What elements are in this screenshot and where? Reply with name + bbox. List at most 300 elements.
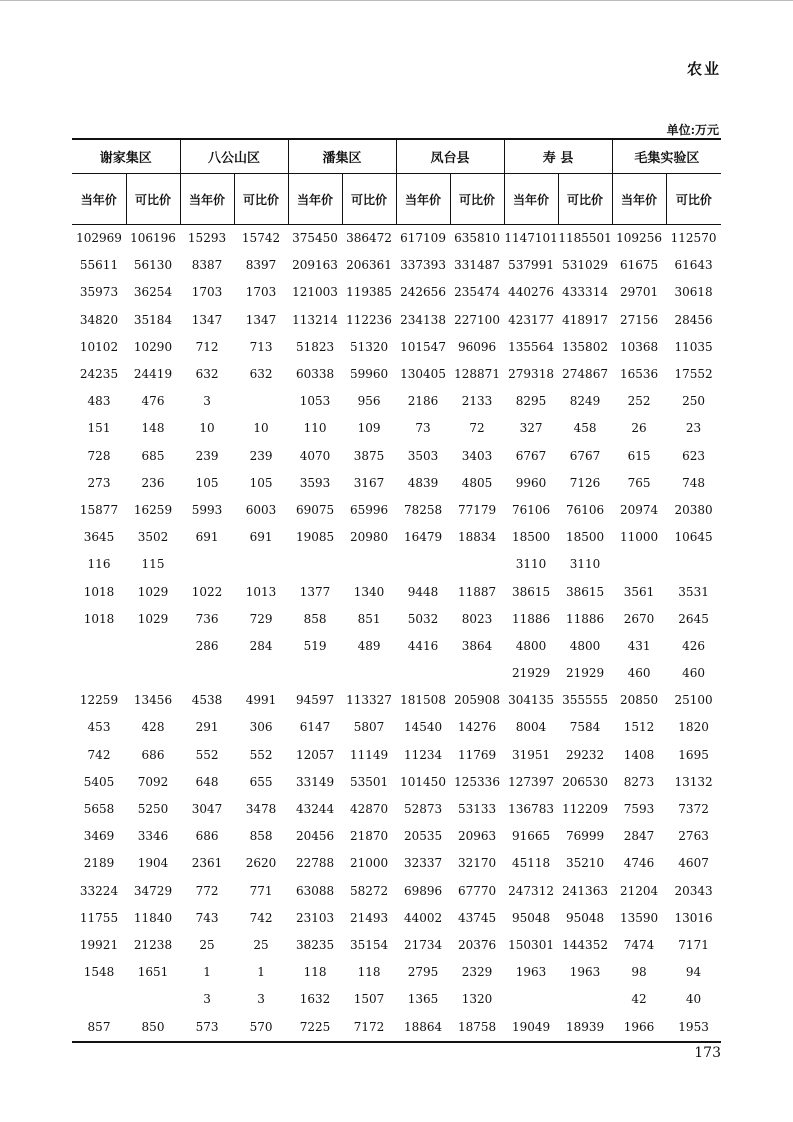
table-cell: 242656 bbox=[400, 285, 446, 300]
table-cell: 11887 bbox=[457, 584, 497, 599]
table-cell: 3047 bbox=[191, 802, 223, 817]
table-cell: 35973 bbox=[79, 285, 119, 300]
table-row bbox=[72, 986, 721, 1013]
table-cell: 55611 bbox=[79, 258, 119, 273]
table-cell: 4991 bbox=[245, 693, 277, 708]
table-cell: 615 bbox=[627, 448, 651, 463]
table-row bbox=[72, 470, 721, 497]
table-cell: 5405 bbox=[83, 774, 115, 789]
region-header: 谢家集区 bbox=[72, 139, 180, 174]
table-cell: 121003 bbox=[292, 285, 338, 300]
region-header: 毛集实验区 bbox=[612, 139, 721, 174]
table-cell: 851 bbox=[357, 611, 381, 626]
table-cell: 250 bbox=[682, 394, 706, 409]
table-cell: 476 bbox=[141, 394, 165, 409]
table-cell: 150301 bbox=[508, 937, 554, 952]
table-cell: 130405 bbox=[400, 367, 446, 382]
section-title: 农业 bbox=[686, 60, 721, 78]
table-cell: 67770 bbox=[457, 883, 497, 898]
table-cell: 489 bbox=[357, 638, 381, 653]
table-cell: 58272 bbox=[349, 883, 389, 898]
table-cell: 113327 bbox=[346, 693, 392, 708]
table-cell: 3167 bbox=[353, 475, 385, 490]
table-cell: 109256 bbox=[616, 231, 662, 246]
table-cell: 6147 bbox=[299, 720, 331, 735]
table-cell: 1320 bbox=[461, 992, 493, 1007]
table-cell bbox=[126, 986, 180, 1013]
table-cell: 531029 bbox=[562, 258, 608, 273]
table-cell: 26 bbox=[631, 421, 647, 436]
table-cell: 16479 bbox=[403, 530, 443, 545]
table-cell: 23103 bbox=[295, 910, 335, 925]
table-row bbox=[72, 742, 721, 769]
table-cell: 10645 bbox=[674, 530, 713, 545]
table-cell: 19085 bbox=[295, 530, 335, 545]
current-price-header: 当年价 bbox=[72, 174, 126, 225]
table-cell: 181508 bbox=[400, 693, 446, 708]
table-cell: 252 bbox=[627, 394, 651, 409]
table-cell: 3478 bbox=[245, 802, 277, 817]
table-cell: 11035 bbox=[674, 339, 713, 354]
table-cell: 1029 bbox=[137, 611, 169, 626]
table-cell bbox=[342, 551, 396, 578]
table-cell: 7172 bbox=[342, 1013, 396, 1041]
table-cell: 94597 bbox=[295, 693, 335, 708]
table-cell: 4538 bbox=[191, 693, 223, 708]
table-cell: 135564 bbox=[508, 339, 554, 354]
table-cell: 29232 bbox=[565, 747, 605, 762]
table-cell: 9960 bbox=[515, 475, 547, 490]
table-cell: 1632 bbox=[299, 992, 331, 1007]
table-cell: 729 bbox=[249, 611, 273, 626]
table-cell: 3561 bbox=[623, 584, 655, 599]
table-row bbox=[72, 334, 721, 361]
table-cell: 20343 bbox=[674, 883, 713, 898]
table-cell: 21000 bbox=[349, 856, 389, 871]
table-row bbox=[72, 878, 721, 905]
table-cell: 1408 bbox=[623, 747, 655, 762]
table-cell: 1703 bbox=[245, 285, 277, 300]
table-cell: 2620 bbox=[245, 856, 277, 871]
table-cell: 28456 bbox=[674, 312, 713, 327]
table-cell: 206361 bbox=[346, 258, 392, 273]
table-cell: 76106 bbox=[565, 502, 605, 517]
table-cell: 112209 bbox=[562, 802, 608, 817]
table-cell: 8273 bbox=[623, 774, 655, 789]
table-cell: 3875 bbox=[353, 448, 385, 463]
table-cell: 20456 bbox=[295, 829, 335, 844]
table-cell: 112236 bbox=[346, 312, 392, 327]
table-cell: 1022 bbox=[191, 584, 223, 599]
table-cell bbox=[234, 388, 288, 415]
table-cell: 10368 bbox=[619, 339, 659, 354]
table-cell: 5993 bbox=[191, 502, 223, 517]
table-row bbox=[72, 687, 721, 714]
table-row bbox=[72, 633, 721, 660]
table-cell: 18834 bbox=[457, 530, 497, 545]
table-cell: 7593 bbox=[623, 802, 655, 817]
table-cell bbox=[234, 551, 288, 578]
current-price-header: 当年价 bbox=[396, 174, 450, 225]
table-cell: 27156 bbox=[619, 312, 659, 327]
table-header bbox=[72, 139, 721, 225]
table-row bbox=[72, 769, 721, 796]
table-cell: 91665 bbox=[511, 829, 551, 844]
table-cell: 2795 bbox=[407, 965, 439, 980]
table-row bbox=[72, 606, 721, 633]
table-cell bbox=[396, 660, 450, 687]
table-cell: 8249 bbox=[569, 394, 601, 409]
region-header: 八公山区 bbox=[180, 139, 288, 174]
table-cell: 34820 bbox=[79, 312, 119, 327]
table-cell: 7474 bbox=[623, 937, 655, 952]
table-cell: 10 bbox=[199, 421, 215, 436]
table-body bbox=[72, 225, 721, 1042]
table-row bbox=[72, 796, 721, 823]
comparable-price-header: 可比价 bbox=[126, 174, 180, 225]
table-cell: 118 bbox=[303, 965, 327, 980]
table-cell: 685 bbox=[141, 448, 165, 463]
table-cell: 1185501 bbox=[558, 231, 612, 246]
table-cell: 742 bbox=[87, 747, 111, 762]
table-cell: 13456 bbox=[133, 693, 173, 708]
table-cell: 59960 bbox=[349, 367, 389, 382]
table-cell: 63088 bbox=[295, 883, 335, 898]
table-cell: 4800 bbox=[515, 638, 547, 653]
table-cell bbox=[126, 633, 180, 660]
table-cell: 2189 bbox=[83, 856, 115, 871]
table-cell: 6767 bbox=[515, 448, 547, 463]
table-cell: 858 bbox=[249, 829, 273, 844]
table-cell: 136783 bbox=[508, 802, 554, 817]
table-cell: 284 bbox=[249, 638, 273, 653]
table-cell: 35210 bbox=[565, 856, 605, 871]
comparable-price-header: 可比价 bbox=[558, 174, 612, 225]
table-cell: 573 bbox=[180, 1013, 234, 1041]
table-cell: 433314 bbox=[562, 285, 608, 300]
table-cell: 713 bbox=[249, 339, 273, 354]
table-cell: 2645 bbox=[678, 611, 709, 626]
table-cell: 18939 bbox=[558, 1013, 612, 1041]
table-row bbox=[72, 279, 721, 306]
table-cell: 291 bbox=[195, 720, 219, 735]
table-cell: 116 bbox=[87, 557, 111, 572]
table-cell: 51320 bbox=[349, 339, 389, 354]
table-cell: 1365 bbox=[407, 992, 439, 1007]
table-cell: 3503 bbox=[407, 448, 439, 463]
table-cell: 11886 bbox=[511, 611, 551, 626]
table-cell: 25 bbox=[253, 937, 269, 952]
table-cell: 274867 bbox=[562, 367, 608, 382]
table-cell: 38615 bbox=[565, 584, 605, 599]
table-cell: 1966 bbox=[612, 1013, 666, 1041]
table-cell: 4800 bbox=[569, 638, 601, 653]
table-cell: 234138 bbox=[400, 312, 446, 327]
table-cell: 12057 bbox=[295, 747, 335, 762]
table-cell: 113214 bbox=[292, 312, 338, 327]
table-cell: 69075 bbox=[295, 502, 335, 517]
table-cell: 6003 bbox=[245, 502, 277, 517]
table-cell: 956 bbox=[357, 394, 381, 409]
table-cell: 53501 bbox=[349, 774, 389, 789]
table-cell: 7584 bbox=[569, 720, 601, 735]
comparable-price-header: 可比价 bbox=[666, 174, 721, 225]
table-row bbox=[72, 578, 721, 605]
table-cell: 460 bbox=[627, 666, 651, 681]
table-cell: 25100 bbox=[674, 693, 713, 708]
table-cell: 742 bbox=[249, 910, 273, 925]
table-cell: 1340 bbox=[353, 584, 385, 599]
table-cell: 858 bbox=[303, 611, 327, 626]
table-cell: 3864 bbox=[461, 638, 493, 653]
table-cell: 1053 bbox=[299, 394, 331, 409]
table-cell: 623 bbox=[682, 448, 706, 463]
table-cell: 118 bbox=[357, 965, 381, 980]
comparable-price-header: 可比价 bbox=[234, 174, 288, 225]
table-cell bbox=[288, 551, 342, 578]
table-cell: 18758 bbox=[450, 1013, 504, 1041]
table-cell: 53133 bbox=[457, 802, 497, 817]
table-cell bbox=[234, 660, 288, 687]
table-cell: 2361 bbox=[191, 856, 223, 871]
table-cell: 1904 bbox=[137, 856, 169, 871]
table-cell: 127397 bbox=[508, 774, 554, 789]
table-cell: 1820 bbox=[678, 720, 709, 735]
table-cell: 632 bbox=[195, 367, 219, 382]
table-cell: 21204 bbox=[619, 883, 659, 898]
table-cell: 21238 bbox=[133, 937, 173, 952]
table-cell: 4070 bbox=[299, 448, 331, 463]
table-cell: 7225 bbox=[288, 1013, 342, 1041]
table-cell: 15293 bbox=[187, 231, 227, 246]
table-cell: 483 bbox=[87, 394, 111, 409]
table-cell: 19921 bbox=[79, 937, 119, 952]
unit-label: 单位:万元 bbox=[666, 123, 719, 137]
table-cell: 109 bbox=[357, 421, 381, 436]
table-cell: 20974 bbox=[619, 502, 659, 517]
table-row bbox=[72, 361, 721, 388]
table-cell bbox=[288, 660, 342, 687]
table-cell: 552 bbox=[195, 747, 219, 762]
table-cell: 105 bbox=[249, 475, 273, 490]
table-cell: 95048 bbox=[565, 910, 605, 925]
table-cell: 1 bbox=[203, 965, 211, 980]
table-cell: 11840 bbox=[133, 910, 173, 925]
table-cell: 1512 bbox=[623, 720, 655, 735]
table-cell: 2670 bbox=[623, 611, 655, 626]
table-cell: 3593 bbox=[299, 475, 331, 490]
table-cell: 34729 bbox=[133, 883, 173, 898]
table-row bbox=[72, 850, 721, 877]
table-cell: 20963 bbox=[457, 829, 497, 844]
table-cell: 736 bbox=[195, 611, 219, 626]
table-cell: 115 bbox=[141, 557, 165, 572]
table-cell: 60338 bbox=[295, 367, 335, 382]
table-cell: 519 bbox=[303, 638, 327, 653]
table-cell: 10290 bbox=[133, 339, 173, 354]
table-row bbox=[72, 932, 721, 959]
table-cell: 1347 bbox=[245, 312, 277, 327]
table-cell: 14276 bbox=[457, 720, 497, 735]
table-cell: 772 bbox=[195, 883, 219, 898]
table-cell: 3 bbox=[257, 992, 265, 1007]
table-row bbox=[72, 497, 721, 524]
table-cell: 38235 bbox=[295, 937, 335, 952]
table-cell: 279318 bbox=[508, 367, 554, 382]
table-cell: 1018 bbox=[83, 611, 115, 626]
current-price-header: 当年价 bbox=[612, 174, 666, 225]
table-cell: 3 bbox=[203, 992, 211, 1007]
table-cell: 43745 bbox=[457, 910, 497, 925]
table-cell: 101547 bbox=[400, 339, 446, 354]
table-cell: 1 bbox=[257, 965, 265, 980]
table-cell: 18500 bbox=[511, 530, 551, 545]
table-cell: 32170 bbox=[457, 856, 497, 871]
table-cell: 20380 bbox=[674, 502, 713, 517]
table-cell: 12259 bbox=[79, 693, 119, 708]
table-cell: 1147101 bbox=[504, 231, 558, 246]
table-cell: 4607 bbox=[678, 856, 709, 871]
table-row bbox=[72, 823, 721, 850]
table-cell: 95048 bbox=[511, 910, 551, 925]
table-cell: 239 bbox=[195, 448, 219, 463]
table-cell: 3346 bbox=[137, 829, 169, 844]
table-cell: 65996 bbox=[349, 502, 389, 517]
table-cell: 655 bbox=[249, 774, 273, 789]
table-cell bbox=[450, 551, 504, 578]
table-cell: 11769 bbox=[457, 747, 497, 762]
region-header: 寿 县 bbox=[504, 139, 612, 174]
table-cell: 5807 bbox=[353, 720, 385, 735]
table-cell: 431 bbox=[627, 638, 651, 653]
table-cell: 76999 bbox=[565, 829, 605, 844]
table-cell: 21734 bbox=[403, 937, 443, 952]
table-cell: 1507 bbox=[353, 992, 385, 1007]
table-cell: 765 bbox=[627, 475, 651, 490]
table-cell: 8023 bbox=[461, 611, 493, 626]
table-cell: 9448 bbox=[407, 584, 439, 599]
table-cell bbox=[612, 551, 666, 578]
table-cell: 135802 bbox=[562, 339, 608, 354]
table-cell bbox=[72, 986, 126, 1013]
table-row bbox=[72, 905, 721, 932]
table-cell: 15742 bbox=[241, 231, 281, 246]
agriculture-value-table bbox=[72, 138, 721, 1043]
table-cell: 40 bbox=[685, 992, 702, 1007]
table-cell: 8387 bbox=[191, 258, 223, 273]
table-cell: 1953 bbox=[666, 1013, 721, 1041]
table-cell: 76106 bbox=[511, 502, 551, 517]
table-row bbox=[72, 388, 721, 415]
table-cell: 552 bbox=[249, 747, 273, 762]
table-row bbox=[72, 1013, 721, 1041]
table-cell: 241363 bbox=[562, 883, 608, 898]
table-cell: 2186 bbox=[407, 394, 439, 409]
table-cell: 10102 bbox=[79, 339, 119, 354]
table-cell: 306 bbox=[249, 720, 273, 735]
table-cell: 5658 bbox=[83, 802, 115, 817]
table-cell bbox=[126, 660, 180, 687]
table-cell bbox=[666, 551, 721, 578]
table-cell: 648 bbox=[195, 774, 219, 789]
table-cell: 7092 bbox=[137, 774, 169, 789]
table-cell: 418917 bbox=[562, 312, 608, 327]
table-cell: 128871 bbox=[454, 367, 500, 382]
region-header-row bbox=[72, 139, 721, 174]
table-cell: 13132 bbox=[674, 774, 713, 789]
table-cell: 273 bbox=[87, 475, 111, 490]
table-cell: 78258 bbox=[403, 502, 443, 517]
comparable-price-header: 可比价 bbox=[450, 174, 504, 225]
table-cell bbox=[558, 986, 612, 1013]
table-cell: 11234 bbox=[403, 747, 443, 762]
table-row bbox=[72, 415, 721, 442]
table-cell: 61643 bbox=[674, 258, 713, 273]
table-cell: 43244 bbox=[295, 802, 335, 817]
table-cell: 386472 bbox=[346, 231, 392, 246]
current-price-header: 当年价 bbox=[180, 174, 234, 225]
table-cell: 44002 bbox=[403, 910, 443, 925]
table-cell: 20980 bbox=[349, 530, 389, 545]
table-cell: 2847 bbox=[623, 829, 655, 844]
table-cell: 857 bbox=[72, 1013, 126, 1041]
comparable-price-header: 可比价 bbox=[342, 174, 396, 225]
table-cell: 686 bbox=[141, 747, 165, 762]
table-cell: 1963 bbox=[569, 965, 601, 980]
table-cell: 98 bbox=[631, 965, 647, 980]
table-cell: 24235 bbox=[79, 367, 119, 382]
table-cell: 8004 bbox=[515, 720, 547, 735]
table-cell: 2329 bbox=[461, 965, 493, 980]
table-cell: 3110 bbox=[515, 557, 547, 572]
current-price-header: 当年价 bbox=[504, 174, 558, 225]
table-cell: 10 bbox=[253, 421, 269, 436]
table-cell: 73 bbox=[415, 421, 431, 436]
table-cell: 32337 bbox=[403, 856, 443, 871]
table-row bbox=[72, 551, 721, 578]
table-cell: 36254 bbox=[133, 285, 173, 300]
page-top-rule bbox=[0, 0, 793, 1]
current-price-header: 当年价 bbox=[288, 174, 342, 225]
table-cell: 51823 bbox=[295, 339, 335, 354]
table-cell: 537991 bbox=[508, 258, 554, 273]
table-cell: 1548 bbox=[83, 965, 115, 980]
table-cell: 11149 bbox=[349, 747, 389, 762]
table-cell: 8397 bbox=[245, 258, 277, 273]
table-cell: 686 bbox=[195, 829, 219, 844]
table-cell: 7171 bbox=[678, 937, 709, 952]
table-cell: 3469 bbox=[83, 829, 115, 844]
table-cell: 691 bbox=[195, 530, 219, 545]
table-cell: 38615 bbox=[511, 584, 551, 599]
table-cell: 3502 bbox=[137, 530, 169, 545]
table-row bbox=[72, 714, 721, 741]
table-cell: 106196 bbox=[130, 231, 176, 246]
table-cell: 453 bbox=[87, 720, 111, 735]
table-cell: 304135 bbox=[508, 693, 554, 708]
table-cell: 69896 bbox=[403, 883, 443, 898]
table-cell: 45118 bbox=[511, 856, 551, 871]
table-cell: 30618 bbox=[674, 285, 713, 300]
table-cell: 327 bbox=[519, 421, 543, 436]
table-cell: 148 bbox=[141, 421, 165, 436]
table-cell: 11886 bbox=[565, 611, 605, 626]
table-cell: 13016 bbox=[674, 910, 713, 925]
table-cell: 56130 bbox=[133, 258, 173, 273]
table-cell: 15877 bbox=[79, 502, 119, 517]
table-cell: 21493 bbox=[349, 910, 389, 925]
table-cell: 151 bbox=[87, 421, 111, 436]
